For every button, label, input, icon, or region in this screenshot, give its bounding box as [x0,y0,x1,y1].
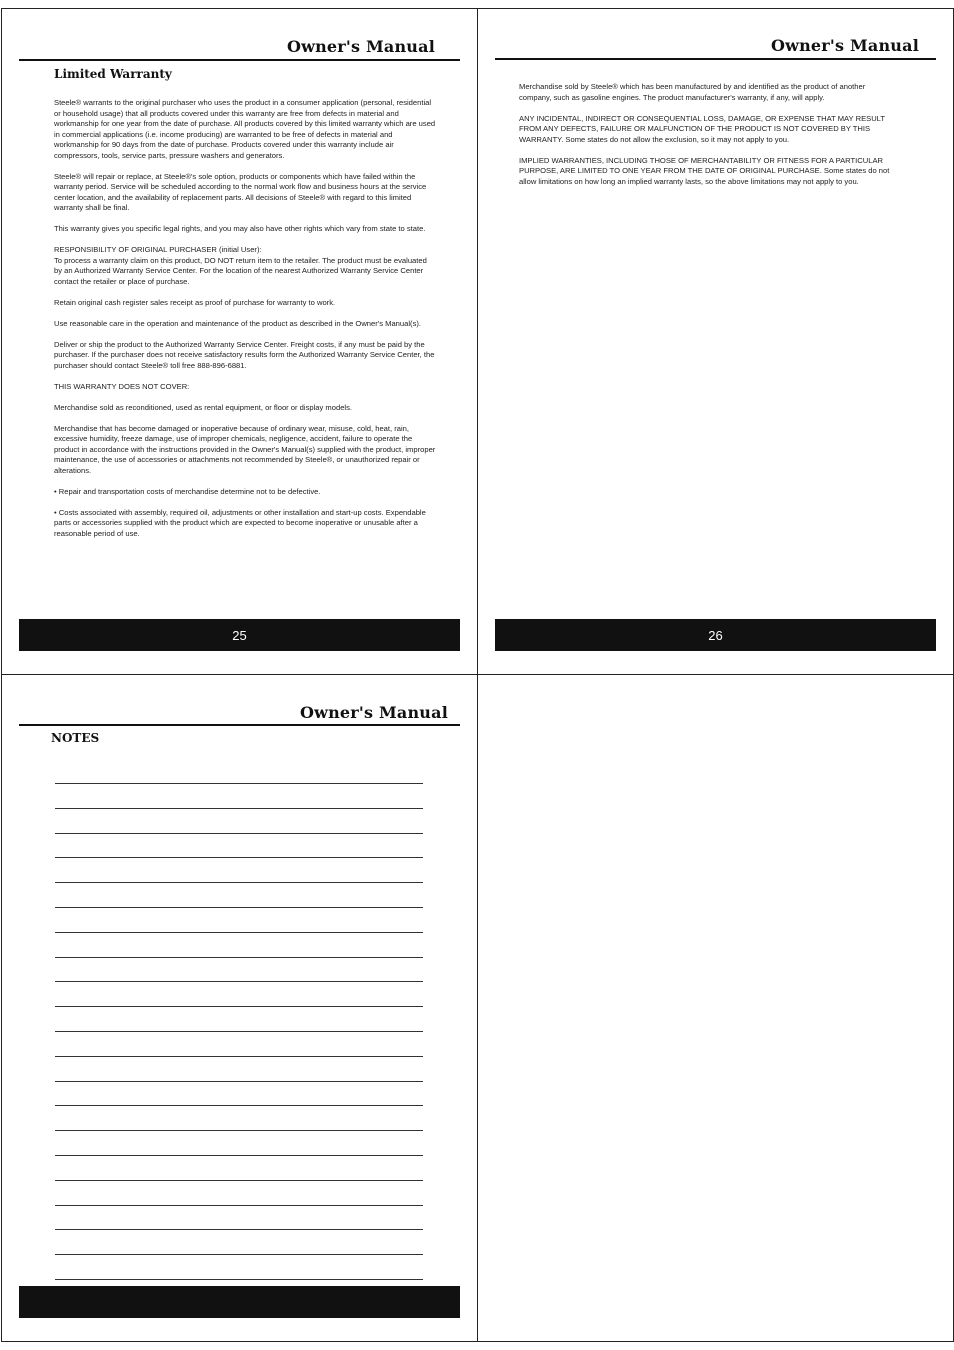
paragraph: Use reasonable care in the operation and maintenance of the product as described in the Owner's Manual(s). [54,318,422,328]
note-line [55,808,423,809]
page-26 [477,8,954,675]
paragraph: Deliver or ship the product to the Authorized Warranty Service Center. Freight costs, if any must be paid by the purchaser. If the purchaser does not receive satisfactory results form the Authorized Warranty Service Center, the purchaser should contact Steele® toll free 888-896-6881. [54,339,435,370]
page-footer-bar [19,1286,460,1318]
note-line [55,1081,423,1082]
page-header-title: Owner's Manual [770,36,919,55]
note-line [55,1205,423,1206]
paragraph: Merchandise sold as reconditioned, used as rental equipment, or floor or display models. [54,402,353,412]
note-line [55,907,423,908]
paragraph: Steele® warrants to the original purchaser who uses the product in a consumer application (personal, residential or household usage) that all products covered under this warranty are free from defects in material and workmanship for one year from the date of purchase. All products covered by this limited warranty which are used in commercial applications (i.e. income producing) are warranted to be free of defects in material and workmanship for 90 days from the date of purchase. Products covered under this warranty include air compressors, tools, service parts, pressure washers and generators. [54,98,436,160]
note-line [55,833,423,834]
page-notes [1,674,478,1342]
section-title-limited-warranty: Limited Warranty [54,67,172,81]
bullet-item: • Repair and transportation costs of merchandise determine not to be defective. [54,486,321,496]
note-line [55,1056,423,1057]
blank-page [477,674,954,1342]
paragraph: ANY INCIDENTAL, INDIRECT OR CONSEQUENTIAL LOSS, DAMAGE, OR EXPENSE THAT MAY RESULT FROM ANY DEFECTS, FAILURE OR MALFUNCTION OF THE PRODUCT IS NOT COVERED BY THIS WARRANTY. Some states do not allow the exclusion, so it may not apply to you. [519,113,885,144]
note-line [55,1155,423,1156]
page-footer-bar [19,619,460,651]
page-header-title: Owner's Manual [286,37,435,56]
note-line [55,981,423,982]
section-title-notes: NOTES [51,731,100,745]
header-rule [19,59,460,61]
paragraph: IMPLIED WARRANTIES, INCLUDING THOSE OF MERCHANTABILITY OR FITNESS FOR A PARTICULAR PURPOSE, ARE LIMITED TO ONE YEAR FROM THE DATE OF ORIGINAL PURCHASE. Some states do not allow limitations on how long an implied warranty lasts, so the above limitations may not apply to you. [519,155,890,186]
paragraph: THIS WARRANTY DOES NOT COVER: [54,381,190,391]
note-line [55,932,423,933]
header-rule [495,58,936,60]
note-line [55,1105,423,1106]
note-line [55,1229,423,1230]
note-line [55,957,423,958]
page-number: 26 [708,627,723,643]
note-line [55,1180,423,1181]
page-25 [1,8,478,675]
bullet-item: • Costs associated with assembly, required oil, adjustments or other installation and start-up costs. Expendable parts or accessories supplied with the product which are expected to become inoperative or unusable after a reasonable period of use. [54,507,426,538]
note-line [55,1006,423,1007]
page-number: 25 [232,627,247,643]
note-line [55,1130,423,1131]
page-header-title: Owner's Manual [299,703,448,722]
warranty-body-continued [519,82,897,198]
header-rule [19,724,460,726]
note-line [55,783,423,784]
page-footer-bar [495,619,936,651]
paragraph: RESPONSIBILITY OF ORIGINAL PURCHASER (initial User): To process a warranty claim on this product, DO NOT return item to the retailer. The product must be evaluated by an Authorized Warranty Service Center. For the location of the nearest Authorized Warranty Service Center contact the retailer or place of purchase. [54,245,427,286]
paragraph: Steele® will repair or replace, at Steele®'s sole option, products or components which have failed within the warranty period. Service will be scheduled according to the normal work flow and business hours at the service center location, and the availability of replacement parts. All decisions of Steele® with regard to this limited warranty shall be final. [54,171,427,212]
note-line [55,1254,423,1255]
note-line [55,1279,423,1280]
paragraph: Merchandise sold by Steele® which has been manufactured by and identified as the product of another company, such as gasoline engines. The product manufacturer's warranty, if any, will apply. [519,82,866,102]
note-line [55,857,423,858]
note-line [55,882,423,883]
warranty-body [54,98,436,550]
paragraph: This warranty gives you specific legal rights, and you may also have other rights which vary from state to state. [54,224,426,233]
note-line [55,1031,423,1032]
paragraph: Retain original cash register sales receipt as proof of purchase for warranty to work. [54,297,336,307]
paragraph: Merchandise that has become damaged or inoperative because of ordinary wear, misuse, cold, heat, rain, excessive humidity, freeze damage, use of improper chemicals, negligence, accident, failure to operate the product in accordance with the instructions provided in the Owner's Manual(s) supplied with the product, improper maintenance, the use of accessories or attachments not recommended by Steele®, or unauthorized repair or alterations. [54,423,436,475]
